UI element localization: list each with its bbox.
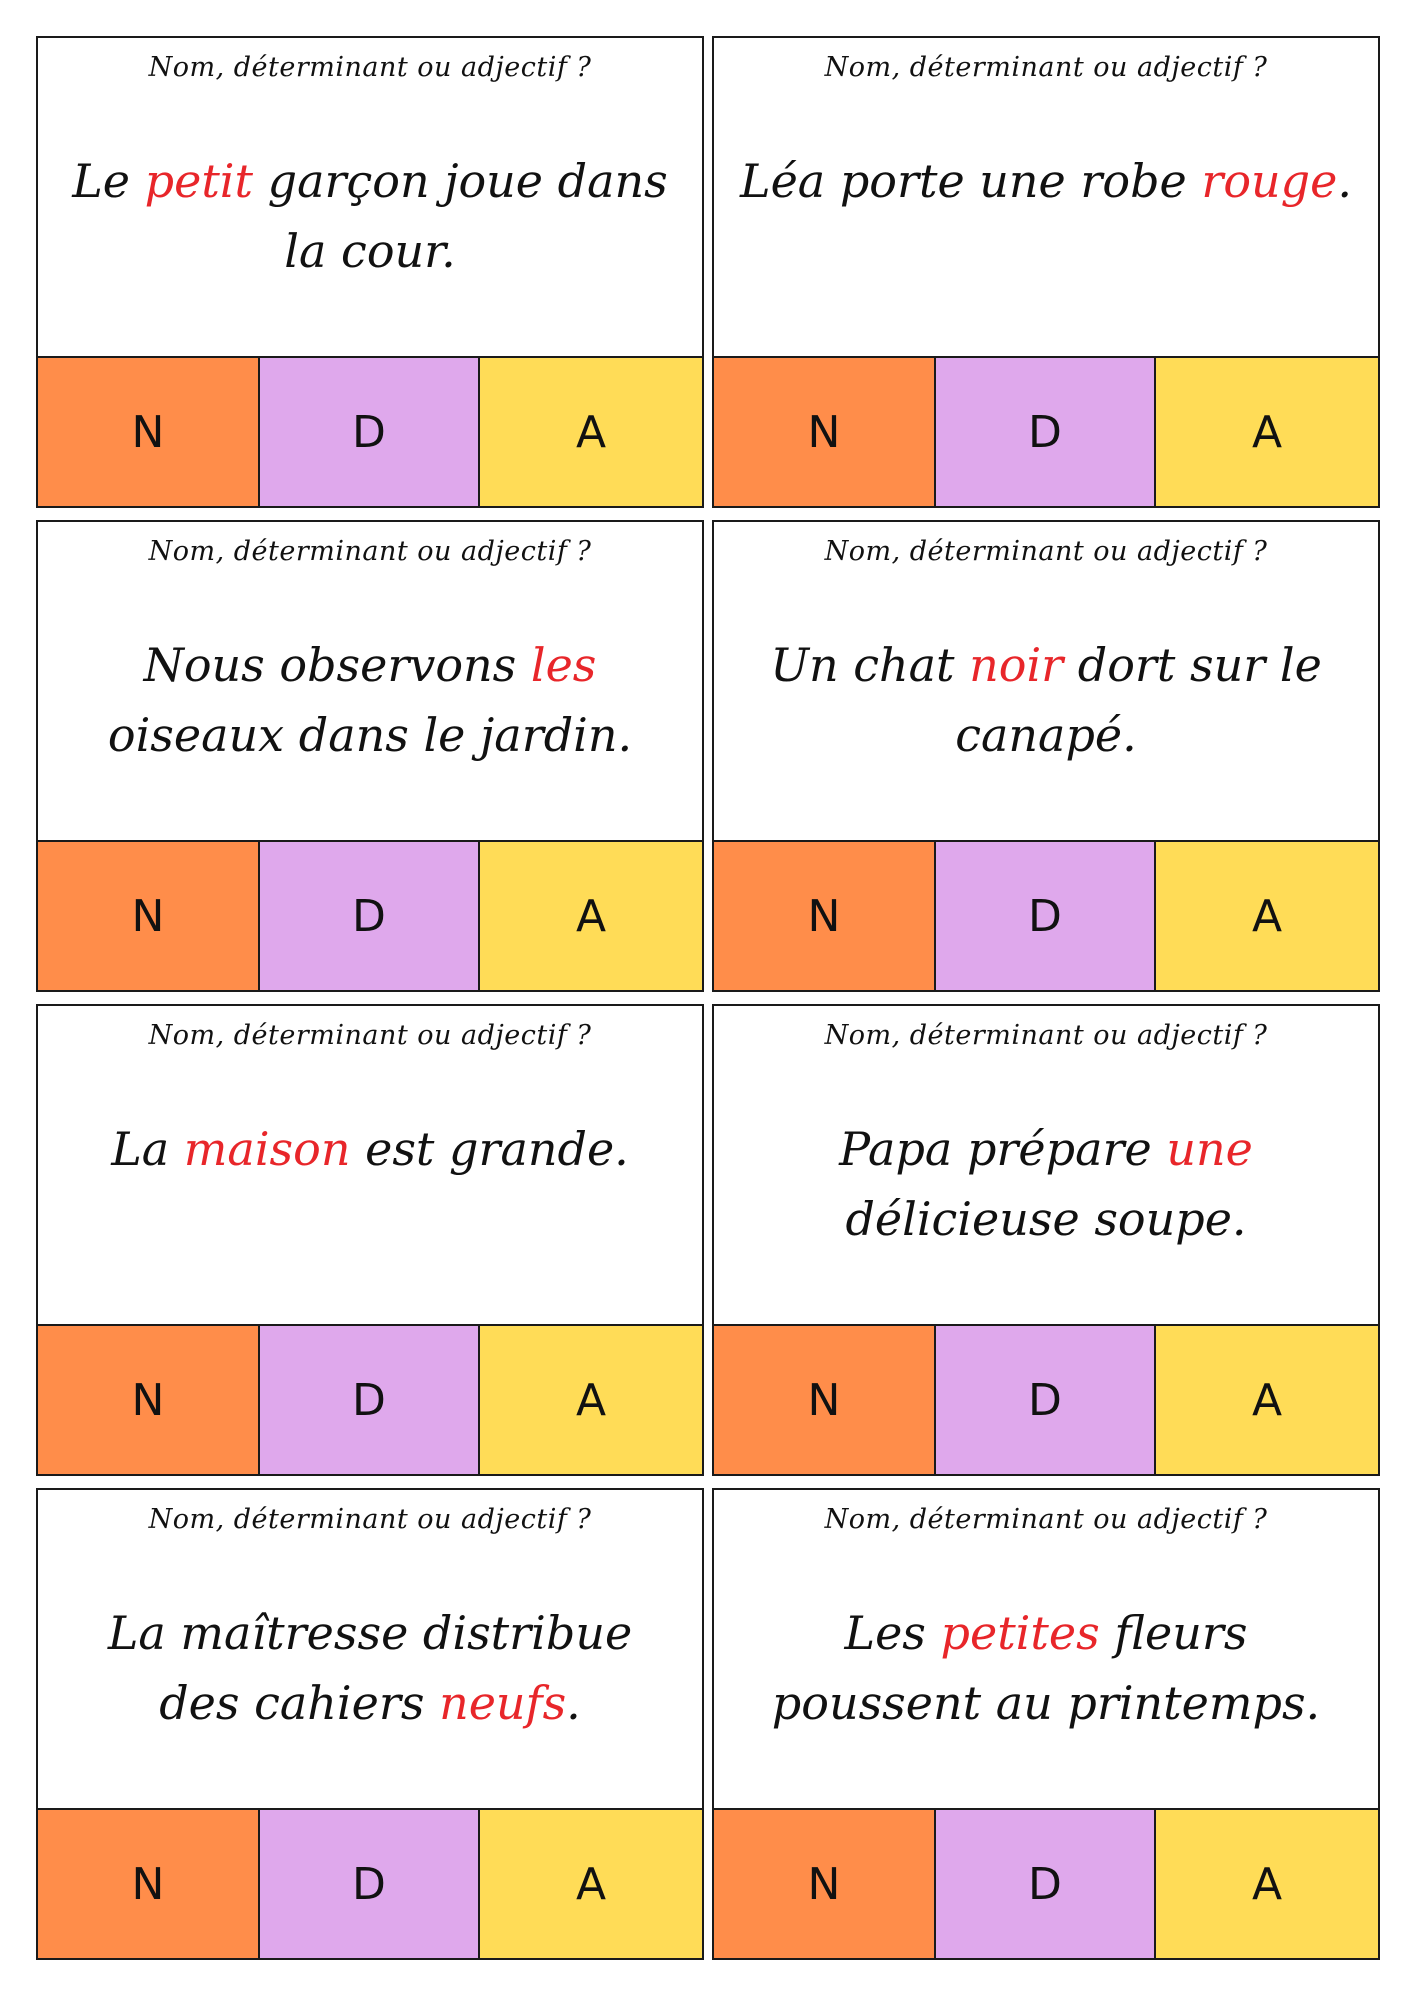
sentence: [738, 630, 1354, 770]
answer-determinant-button[interactable]: D: [936, 1326, 1156, 1474]
question-text: Nom, déterminant ou adjectif ?: [148, 1504, 592, 1535]
answer-determinant-button[interactable]: D: [260, 358, 480, 506]
answer-options: [38, 1326, 702, 1474]
sentence-after: .: [566, 1676, 581, 1730]
card-prompt: [38, 38, 702, 358]
sentence-before: Les: [844, 1606, 941, 1660]
answer-determinant-button[interactable]: D: [260, 1326, 480, 1474]
answer-nom-button[interactable]: N: [714, 1810, 936, 1958]
card-prompt: [714, 1490, 1378, 1810]
grammar-card: [712, 36, 1380, 508]
answer-nom-button[interactable]: N: [38, 358, 260, 506]
highlighted-word: maison: [183, 1122, 351, 1176]
sentence-before: Un chat: [770, 638, 970, 692]
question-text: Nom, déterminant ou adjectif ?: [824, 1504, 1268, 1535]
highlighted-word: petit: [144, 154, 254, 208]
card-prompt: [38, 1006, 702, 1326]
question-text: Nom, déterminant ou adjectif ?: [824, 52, 1268, 83]
highlighted-word: petites: [940, 1606, 1100, 1660]
answer-determinant-button[interactable]: D: [936, 358, 1156, 506]
sentence: [62, 1598, 678, 1738]
answer-adjectif-button[interactable]: A: [1156, 1326, 1378, 1474]
card-prompt: [38, 1490, 702, 1810]
sentence-before: Papa prépare: [839, 1122, 1167, 1176]
sentence: [62, 146, 678, 286]
sentence-before: La: [111, 1122, 184, 1176]
answer-determinant-button[interactable]: D: [936, 1810, 1156, 1958]
answer-adjectif-button[interactable]: A: [480, 1810, 702, 1958]
answer-adjectif-button[interactable]: A: [1156, 358, 1378, 506]
sentence-after: dort sur le canapé.: [955, 638, 1322, 762]
question-text: Nom, déterminant ou adjectif ?: [824, 536, 1268, 567]
grammar-card: [36, 36, 704, 508]
answer-options: [38, 1810, 702, 1958]
answer-adjectif-button[interactable]: A: [1156, 842, 1378, 990]
question-text: Nom, déterminant ou adjectif ?: [824, 1020, 1268, 1051]
card-prompt: [714, 1006, 1378, 1326]
answer-options: [714, 1326, 1378, 1474]
sentence-before: La maîtresse distribue des cahiers: [107, 1606, 633, 1730]
sentence: [738, 1114, 1354, 1254]
sentence: [738, 146, 1354, 216]
highlighted-word: une: [1166, 1122, 1253, 1176]
answer-options: [38, 842, 702, 990]
answer-nom-button[interactable]: N: [38, 1810, 260, 1958]
answer-options: [714, 358, 1378, 506]
grammar-card: [36, 520, 704, 992]
grammar-card: [712, 1488, 1380, 1960]
sentence-before: Léa porte une robe: [740, 154, 1202, 208]
answer-adjectif-button[interactable]: A: [480, 842, 702, 990]
sentence-before: Le: [72, 154, 145, 208]
answer-determinant-button[interactable]: D: [936, 842, 1156, 990]
card-prompt: [38, 522, 702, 842]
highlighted-word: noir: [969, 638, 1064, 692]
answer-nom-button[interactable]: N: [714, 1326, 936, 1474]
highlighted-word: neufs: [439, 1676, 567, 1730]
question-text: Nom, déterminant ou adjectif ?: [148, 536, 592, 567]
answer-options: [714, 842, 1378, 990]
answer-nom-button[interactable]: N: [714, 358, 936, 506]
sentence-after: garçon joue dans la cour.: [253, 154, 668, 278]
sentence: [738, 1598, 1354, 1738]
question-text: Nom, déterminant ou adjectif ?: [148, 52, 592, 83]
answer-nom-button[interactable]: N: [714, 842, 936, 990]
grammar-card: [36, 1004, 704, 1476]
question-text: Nom, déterminant ou adjectif ?: [148, 1020, 592, 1051]
sentence-after: .: [1337, 154, 1352, 208]
card-grid: [36, 36, 1380, 1962]
card-prompt: [714, 38, 1378, 358]
sentence: [62, 1114, 678, 1184]
sentence-after: est grande.: [350, 1122, 629, 1176]
sentence: [62, 630, 678, 770]
answer-nom-button[interactable]: N: [38, 1326, 260, 1474]
sentence-after: oiseaux dans le jardin.: [107, 708, 633, 762]
answer-determinant-button[interactable]: D: [260, 842, 480, 990]
sentence-before: Nous observons: [143, 638, 531, 692]
answer-options: [714, 1810, 1378, 1958]
answer-adjectif-button[interactable]: A: [480, 1326, 702, 1474]
sentence-after: fleurs poussent au printemps.: [771, 1606, 1321, 1730]
answer-adjectif-button[interactable]: A: [1156, 1810, 1378, 1958]
grammar-card: [36, 1488, 704, 1960]
grammar-card: [712, 1004, 1380, 1476]
highlighted-word: rouge: [1201, 154, 1338, 208]
answer-determinant-button[interactable]: D: [260, 1810, 480, 1958]
sentence-after: délicieuse soupe.: [845, 1192, 1247, 1246]
grammar-card: [712, 520, 1380, 992]
answer-nom-button[interactable]: N: [38, 842, 260, 990]
answer-options: [38, 358, 702, 506]
card-prompt: [714, 522, 1378, 842]
highlighted-word: les: [530, 638, 597, 692]
answer-adjectif-button[interactable]: A: [480, 358, 702, 506]
